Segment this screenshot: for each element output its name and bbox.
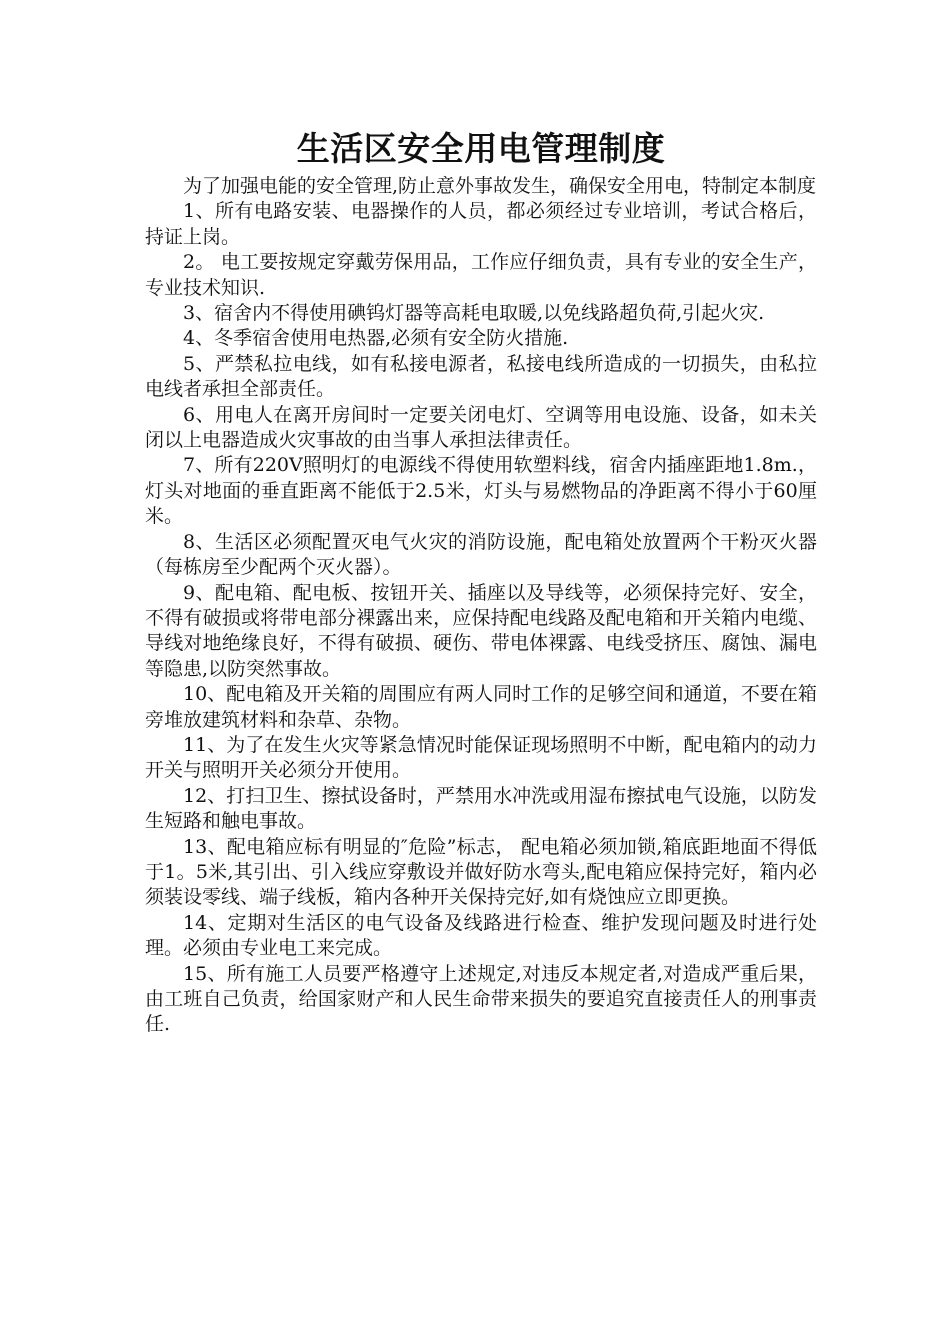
rule-2-paragraph: 2。 电工要按规定穿戴劳保用品，工作应仔细负责，具有专业的安全生产，专业技术知识. bbox=[145, 251, 817, 299]
rule-14-paragraph: 14、定期对生活区的电气设备及线路进行检查、维护发现问题及时进行处理。必须由专业电工来完成。 bbox=[145, 911, 817, 960]
rule-5-paragraph: 5、严禁私拉电线，如有私接电源者，私接电线所造成的一切损失，由私拉电线者承担全部责任。 bbox=[145, 352, 817, 401]
rule-11-paragraph: 11、为了在发生火灾等紧急情况时能保证现场照明不中断，配电箱内的动力开关与照明开关必须分开使用。 bbox=[145, 733, 817, 782]
rule-8-paragraph: 8、生活区必须配置灭电气火灾的消防设施，配电箱处放置两个干粉灭火器（每栋房至少配两个灭火器）。 bbox=[145, 530, 817, 579]
document-page bbox=[145, 126, 817, 1038]
rule-13-paragraph: 13、配电箱应标有明显的″危险”标志， 配电箱必须加锁,箱底距地面不得低于1。5米,其引出、引入线应穿敷设并做好防水弯头,配电箱应保持完好，箱内必须装设零线、端子线板，箱内各种开关保持完好,如有烧蚀应立即更换。 bbox=[145, 835, 817, 909]
document-title: 生活区安全用电管理制度 bbox=[296, 129, 666, 168]
rule-1-paragraph: 1、所有电路安装、电器操作的人员，都必须经过专业培训，考试合格后，持证上岗。 bbox=[145, 200, 817, 248]
rule-6-paragraph: 6、用电人在离开房间时一定要关闭电灯、空调等用电设施、设备，如未关闭以上电器造成火灾事故的由当事人承担法律责任。 bbox=[145, 403, 817, 452]
intro-paragraph: 为了加强电能的安全管理,防止意外事故发生，确保安全用电，特制定本制度 bbox=[183, 175, 817, 197]
rule-7-paragraph: 7、所有220V照明灯的电源线不得使用软塑料线，宿舍内插座距地1.8m.，灯头对地面的垂直距离不能低于2.5米，灯头与易燃物品的净距离不得小于60厘米。 bbox=[145, 454, 817, 528]
rule-4-paragraph: 4、冬季宿舍使用电热器,必须有安全防火措施. bbox=[183, 327, 569, 350]
rule-15-paragraph: 15、所有施工人员要严格遵守上述规定,对违反本规定者,对造成严重后果，由工班自己负责，给国家财产和人民生命带来损失的要追究直接责任人的刑事责任. bbox=[145, 962, 817, 1036]
rule-3-paragraph: 3、宿舍内不得使用碘钨灯器等高耗电取暖,以免线路超负荷,引起火灾. bbox=[183, 302, 765, 325]
rule-9-paragraph: 9、配电箱、配电板、按钮开关、插座以及导线等，必须保持完好、安全，不得有破损或将带电部分裸露出来，应保持配电线路及配电箱和开关箱内电缆、导线对地绝缘良好，不得有破损、硬伤、带电体裸露、电线受挤压、腐蚀、漏电等隐患,以防突然事故。 bbox=[145, 581, 817, 680]
rule-12-paragraph: 12、打扫卫生、擦拭设备时，严禁用水冲洗或用湿布擦拭电气设施，以防发生短路和触电事故。 bbox=[145, 784, 817, 833]
rule-10-paragraph: 10、配电箱及开关箱的周围应有两人同时工作的足够空间和通道，不要在箱旁堆放建筑材料和杂草、杂物。 bbox=[145, 683, 817, 731]
